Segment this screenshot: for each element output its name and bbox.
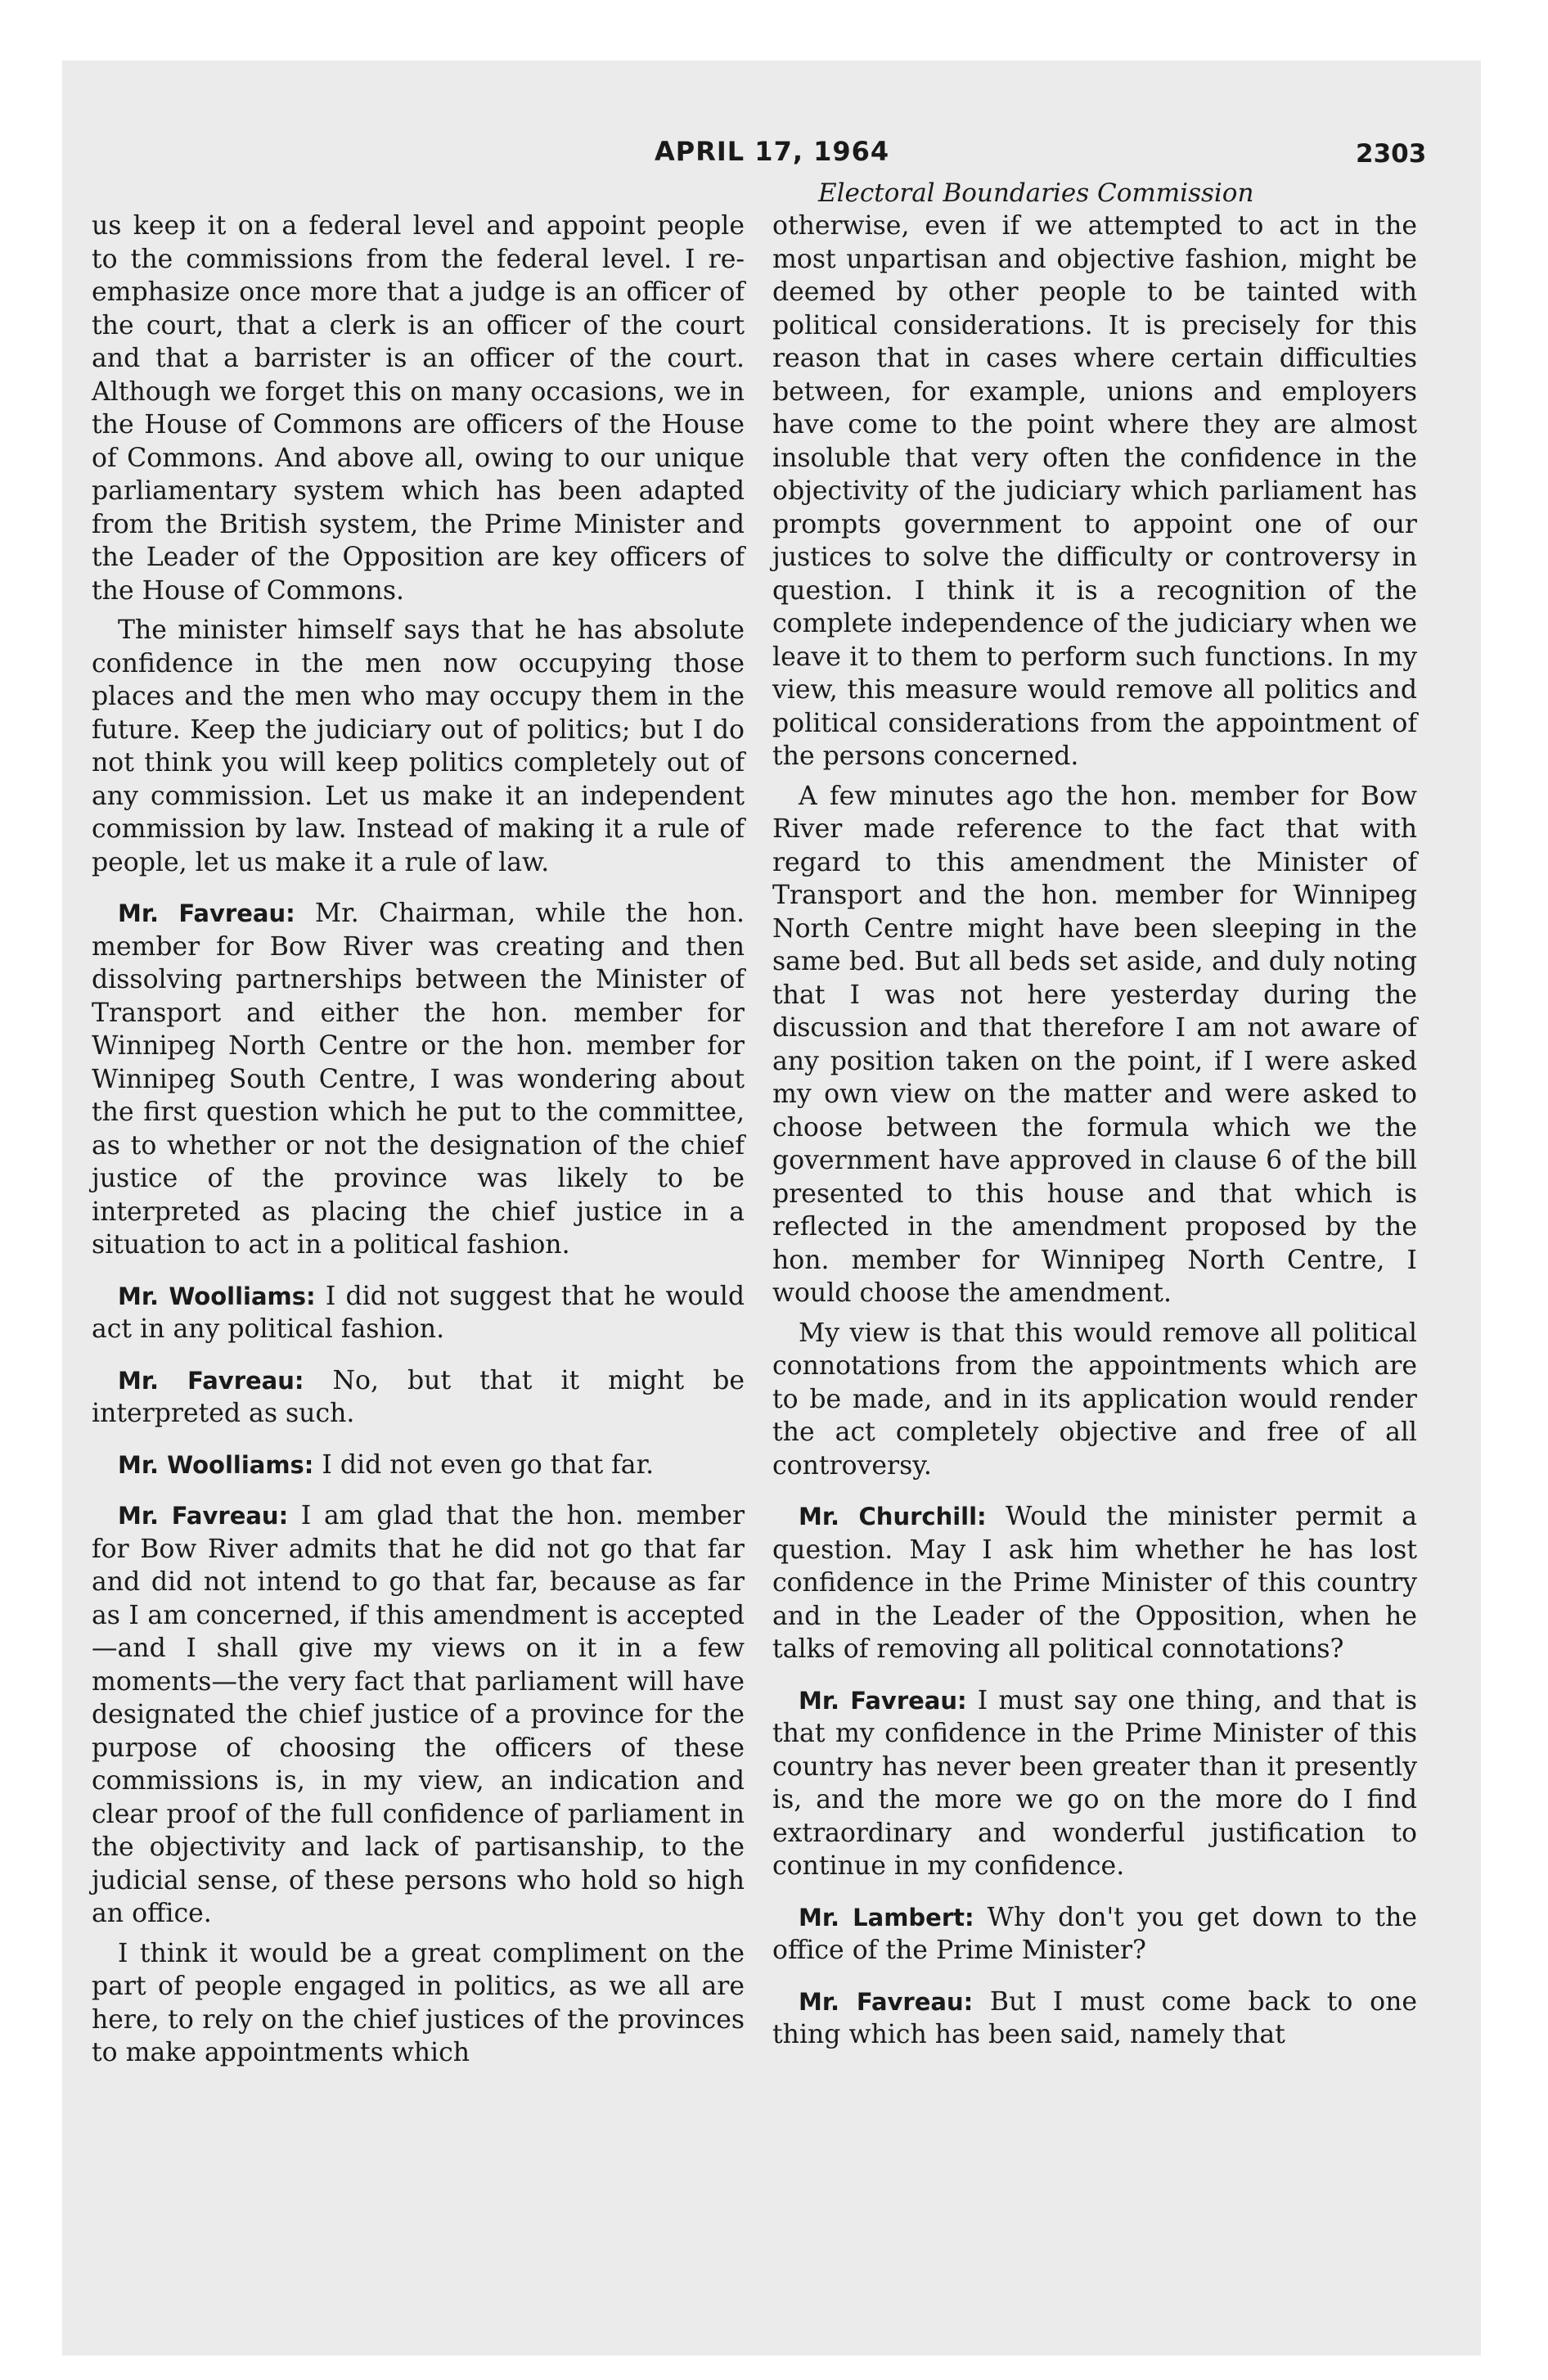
paragraph: [92, 614, 745, 879]
speaker-name: Mr. Favreau:: [799, 1987, 974, 2016]
paragraph: [772, 210, 1417, 773]
speaker-name: Mr. Lambert:: [799, 1903, 974, 1931]
speech-paragraph: [772, 1500, 1417, 1666]
speech-paragraph: [772, 1901, 1417, 1968]
speaker-name: Mr. Favreau:: [118, 1502, 289, 1530]
speech-paragraph: [92, 1499, 745, 1931]
speech-paragraph: [92, 1280, 745, 1346]
paragraph-text: I am glad that the hon. member for Bow River admits that he did not go that far and did not intend to go that far, because as far as I am concerned, if this amendment is accepted—and I shall give my views on it in a few moments—the very fact that parliament will have designated the chief justice of a province for the purpose of choosing the officers of these commissions is, in my view, an indication and clear proof of the full confidence of parliament in the objectivity and lack of partisanship, to the judicial sense, of these persons who hold so high an office.: [92, 1501, 745, 1928]
paragraph-text: Would the minister permit a question. May I ask him whether he has lost confidence in the Prime Minister of this country and in the Leader of the Opposition, when he talks of removing all political connotations?: [772, 1502, 1417, 1664]
paragraph-text: Why don't you get down to the office of the Prime Minister?: [772, 1902, 1418, 1965]
paragraph-text: My view is that this would remove all political connotations from the appointments which are to be made, and in its application would render the act completely objective and free of all controversy.: [772, 1318, 1417, 1481]
speaker-name: Mr. Woolliams:: [118, 1450, 314, 1479]
left-column: [92, 210, 745, 2076]
speech-paragraph: [92, 1364, 745, 1431]
speaker-name: Mr. Favreau:: [799, 1686, 967, 1715]
speech-paragraph: [92, 897, 745, 1262]
paragraph-text: otherwise, even if we attempted to act in the most unpartisan and objective fashion, might be deemed by other people to be tainted with political considerations. It is precisely for this reason that in cases where certain difficulties between, for example, unions and employers have come to the point where they are almost insoluble that very often the confidence in the objectivity of the judiciary which parliament has prompts government to appoint one of our justices to solve the difficulty or controversy in question. I think it is a recognition of the complete independence of the judiciary when we leave it to them to perform such functions. In my view, this measure would remove all politics and political considerations from the appointment of the persons concerned.: [772, 211, 1417, 771]
paragraph-text: But I must come back to one thing which has been said, namely that: [772, 1986, 1417, 2049]
speech-paragraph: [772, 1986, 1417, 2052]
paragraph: [772, 1317, 1417, 1483]
paragraph-text: I did not suggest that he would act in any political fashion.: [92, 1281, 745, 1344]
paragraph-text: The minister himself says that he has absolute confidence in the men now occupying those places and the men who may occupy them in the future. Keep the judiciary out of politics; but I do not think you will keep politics completely out of any commission. Let us make it an independent commission by law. Instead of making it a rule of people, let us make it a rule of law.: [92, 615, 745, 877]
paragraph-text: No, but that it might be interpreted as such.: [92, 1365, 745, 1428]
paragraph-text: I must say one thing, and that is that my confidence in the Prime Minister of this country has never been greater than it presently is, and the more we go on the more do I find extraordinary and wonderful justification to continue in my confidence.: [772, 1685, 1417, 1881]
paragraph-text: Mr. Chairman, while the hon. member for Bow River was creating and then dissolving partnerships between the Minister of Transport and either the hon. member for Winnipeg North Centre or the hon. member for Winnipeg South Centre, I was wondering about the first question which he put to the committee, as to whether or not the designation of the chief justice of the province was likely to be interpreted as placing the chief justice in a situation to act in a political fashion.: [92, 899, 745, 1260]
paragraph-text: I did not even go that far.: [322, 1449, 655, 1480]
paragraph: [772, 780, 1417, 1310]
paragraph: [92, 1937, 745, 2070]
speech-paragraph: [92, 1449, 745, 1482]
paragraph-text: A few minutes ago the hon. member for Bow River made reference to the fact that with regard to this amendment the Minister of Transport and the hon. member for Winnipeg North Centre might have been sleeping in the same bed. But all beds set aside, and duly noting that I was not here yesterday during the discussion and that therefore I am not aware of any position taken on the point, if I were asked my own view on the matter and were asked to choose between the formula which we the government have approved in clause 6 of the bill presented to this house and that which is reflected in the amendment proposed by the hon. member for Winnipeg North Centre, I would choose the amendment.: [772, 781, 1417, 1308]
paragraph-text: us keep it on a federal level and appoint people to the commissions from the federal level. I re-emphasize once more that a judge is an officer of the court, that a clerk is an officer of the court and that a barrister is an officer of the court. Although we forget this on many occasions, we in the House of Commons are officers of the House of Commons. And above all, owing to our unique parliamentary system which has been adapted from the British system, the Prime Minister and the Leader of the Opposition are key officers of the House of Commons.: [92, 211, 745, 606]
paragraph-text: I think it would be a great compliment on the part of people engaged in politics, as we all are here, to rely on the chief justices of the provinces to make appointments which: [92, 1938, 745, 2067]
right-column: [772, 210, 1417, 2058]
speaker-name: Mr. Churchill:: [799, 1503, 987, 1530]
speaker-name: Mr. Favreau:: [118, 899, 295, 927]
speaker-name: Mr. Woolliams:: [118, 1282, 316, 1310]
paragraph: [92, 210, 745, 607]
speaker-name: Mr. Favreau:: [118, 1366, 304, 1395]
speech-paragraph: [772, 1684, 1417, 1883]
page-subtitle: Electoral Boundaries Commission: [818, 178, 1254, 208]
page-date: APRIL 17, 1964: [655, 136, 890, 167]
page-number: 2303: [1356, 139, 1427, 169]
